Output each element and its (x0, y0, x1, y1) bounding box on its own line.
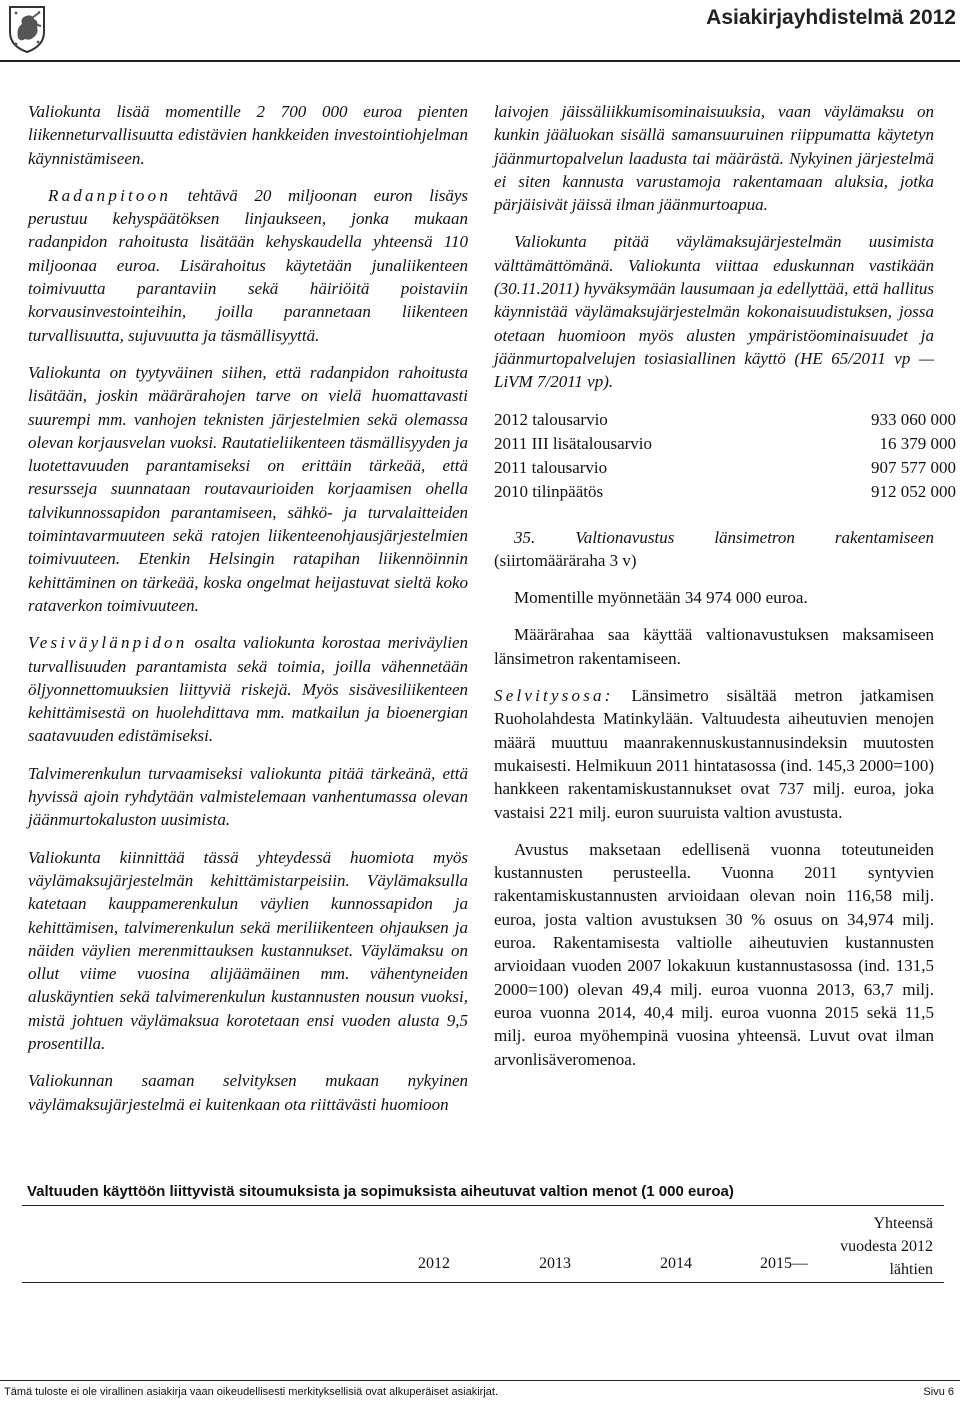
paragraph: Talvimerenkulun turvaamiseksi valiokunta pitää tärkeänä, että hyvissä ajoin ryhdytään valmistelemaan vanhentumassa olevan jäänmurtokaluston uusimista. (28, 763, 468, 830)
paragraph-text: tehtävä 20 miljoonan euron lisäys perustuu kehyspäätöksen linjaukseen, jonka mukaan radanpidon rahoitusta lisätään kehyskaudella yhteensä 110 miljoonaa euroa. Lisärahoitus käytetään junaliikenteen toimivuutta parantaviin sekä häiriöitä poistaviin korvausinvestointeihin, joilla parannetaan liikenteen turvallisuutta, sujuvuutta ja täsmällisyyttä. (28, 185, 468, 345)
budget-label: 2010 tilinpäätös (494, 481, 604, 501)
spaced-heading: Selvitysosa: (494, 686, 614, 706)
budget-label: 2012 talousarvio (494, 409, 608, 429)
commitments-total-header: Yhteensä vuodesta 2012 lähtien (840, 1215, 933, 1278)
document-title: Asiakirjayhdistelmä 2012 (706, 6, 956, 29)
header-divider (0, 60, 960, 62)
year-header: 2013 (539, 1255, 571, 1272)
budget-label: 2011 talousarvio (494, 457, 608, 477)
table-row (494, 408, 956, 432)
footer-divider (0, 1380, 960, 1381)
paragraph (28, 184, 468, 347)
paragraph-text: osalta valiokunta korostaa meriväylien turvallisuuden parantamista sekä toimia, joilla vähennetään öljyonnettomuuksien liittyviä riskejä. Myös sisävesiliikenteen kehittämisestä on huolehdittava mm. matkailun ja bioenergian saatavuuden edistämiseksi. (28, 633, 468, 746)
paragraph: Valiokunta on tyytyväinen siihen, että radanpidon rahoitusta lisätään, joskin määrärahojen tarve on vielä huomattavasti suurempi mm. vanhojen teknisten järjestelmien sekä olemassa olevan korjausvelan vuoksi. Rautatieliikenteen täsmällisyyden ja luotettavuuden parantamiseksi on erittäin tärkeää, että resursseja suunnataan routavaurioiden korjaamisen ohella talvikunnossapidon parantamiseen, sähkö- ja turvalaitteiden toimintavarmuuteen sekä ratojen liikenteenohjausjärjestelmien toimivuuteen. Etenkin Helsingin ratapihan liikennöinnin kehittäminen on tärkeää, koska ongelmat heijastuvat sieltä koko rataverkon toimivuuteen. (28, 362, 468, 615)
year-header: 2014 (660, 1255, 692, 1272)
budget-label: 2011 III lisätalousarvio (494, 433, 652, 453)
budget-value: 933 060 000 (871, 409, 956, 429)
section-heading-note: (siirtomääräraha 3 v) (494, 550, 637, 570)
table-row (494, 480, 956, 504)
right-column (494, 100, 956, 1085)
table-divider (22, 1282, 944, 1283)
spaced-heading: Radanpitoon (48, 185, 172, 205)
budget-value: 16 379 000 (879, 433, 956, 453)
commitments-title: Valtuuden käyttöön liittyvistä sitoumuksista ja sopimuksista aiheutuvat valtion menot (1 000 euroa) (27, 1183, 734, 1200)
spaced-heading: Vesiväylänpidon (28, 633, 188, 653)
table-row (494, 432, 956, 456)
paragraph (494, 684, 934, 824)
footer-notice: Tämä tuloste ei ole virallinen asiakirja vaan oikeudellisesti merkityksellisiä ovat alkuperäiset asiakirjat. (4, 1386, 498, 1398)
table-row (494, 456, 956, 480)
section-heading-title: 35. Valtionavustus länsimetron rakentamiseen (514, 527, 934, 547)
paragraph: Määrärahaa saa käyttää valtionavustuksen maksamiseen länsimetron rakentamiseen. (494, 625, 934, 668)
budget-table (494, 408, 956, 504)
paragraph: Valiokunnan saaman selvityksen mukaan nykyinen väylämaksujärjestelmä ei kuitenkaan ota riittävästi huomioon (28, 1071, 468, 1114)
paragraph: Avustus maksetaan edellisenä vuonna toteutuneiden kustannusten perusteella. Vuonna 2011 syntyvien rakentamiskustannusten arvioidaan olevan noin 116,58 milj. euroa, josta valtion avustuksen 30 % osuus on 34,974 milj. euroa. Rakentamisesta valtiolle aiheutuvien kustannusten arvioidaan vuoden 2007 lokakuun kustannustasossa (ind. 131,5 2000=100) olevan 49,4 milj. euroa vuonna 2013, 63,7 milj. euroa vuonna 2014, 40,4 milj. euroa vuonna 2015 sekä 11,5 milj. euroa myöhempinä vuosina yhteensä. Luvut ovat ilman arvonlisäveromenoa. (494, 839, 934, 1069)
budget-value: 907 577 000 (871, 457, 956, 477)
page-header (0, 0, 960, 60)
budget-value: 912 052 000 (871, 481, 956, 501)
paragraph: Valiokunta kiinnittää tässä yhteydessä huomiota myös väylämaksujärjestelmän kehittämistarpeisiin. Väylämaksulla katetaan kauppamerenkulun väylien kunnossapidon ja kehittämisen, talvimerenkulun sekä meriliikenteen ohjauksen ja näiden väylien merenmittauksen kustannukset. Väylämaksu on ollut viime vuosina alijäämäinen mm. vähentyneiden aluskäyntien sekä talvimerenkulun kustannusten nousun vuoksi, mistä johtuen väylämaksua korotetaan ensi vuoden alusta 9,5 prosentilla. (28, 847, 468, 1053)
page-number: Sivu 6 (923, 1386, 954, 1398)
paragraph-text: Länsimetro sisältää metron jatkamisen Ruoholahdesta Matinkylään. Valtuudesta aiheutuvien menojen määrä muuttuu maanrakennuskustannusindeksin muutosten mukaisesti. Helmikuun 2011 hintatasossa (ind. 145,3 2000=100) hankkeen rakentamiskustannukset ovat 737 milj. euroa, joka vastaisi 221 milj. euron suuruista valtion avustusta. (494, 686, 934, 822)
table-divider (22, 1205, 944, 1206)
paragraph: laivojen jäissäliikkumisominaisuuksia, vaan väylämaksu on kunkin jääluokan sisällä samansuuruinen riippumatta käytetyn jäänmurtopalvelun laadusta tai määrästä. Nykyinen järjestelmä ei siten kannusta varustamoja rakentamaan aluksia, jotka pärjäisivät jäissä ilman jäänmurtoapua. (494, 102, 934, 215)
coat-of-arms-lion-icon (6, 4, 48, 54)
paragraph: Valiokunta lisää momentille 2 700 000 euroa pienten liikenneturvallisuutta edistävien hankkeiden investointiohjelman käynnistämiseen. (28, 102, 468, 168)
paragraph (28, 631, 468, 747)
left-column (28, 100, 468, 1130)
paragraph: Momentille myönnetään 34 974 000 euroa. (514, 588, 808, 608)
year-header: 2015— (760, 1255, 808, 1272)
year-header: 2012 (418, 1255, 450, 1272)
paragraph: Valiokunta pitää väylämaksujärjestelmän uusimista välttämättömänä. Valiokunta viittaa eduskunnan vastikään (30.11.2011) hyväksymään lausumaan ja edellyttää, että hallitus käynnistää väylämaksujärjestelmän kokonaisuudistuksen, jossa otetaan huomioon myös alusten ympäristöominaisuudet ja jäänmurtopalvelujen tosiasiallinen käyttö (HE 65/2011 vp — LiVM 7/2011 vp). (494, 232, 934, 392)
section-heading (494, 526, 934, 573)
